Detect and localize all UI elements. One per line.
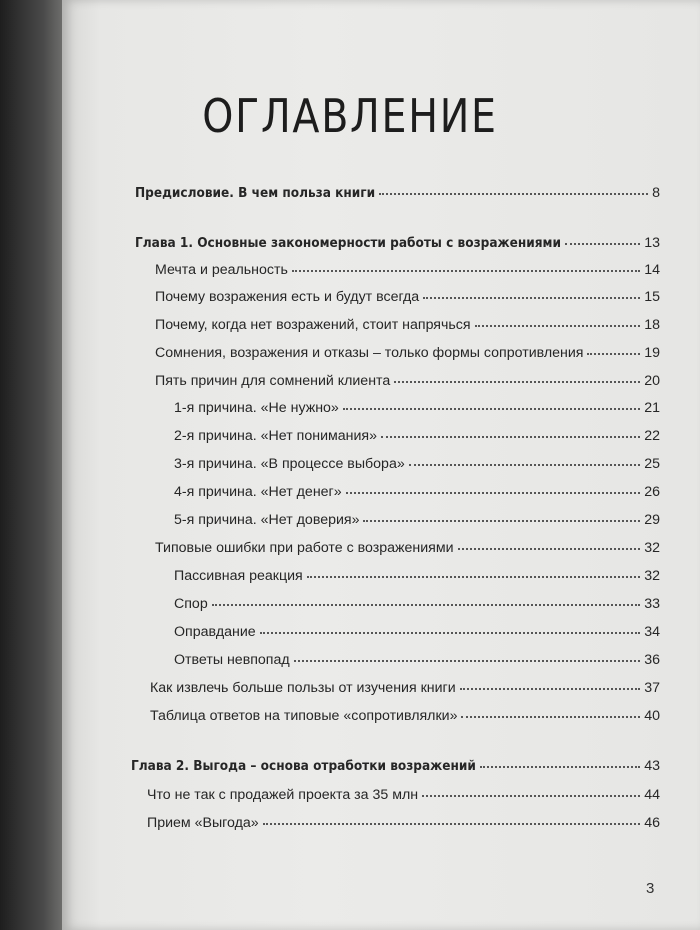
toc-entry-page: 33 xyxy=(644,596,660,612)
dot-leader xyxy=(212,600,641,606)
toc-entry-title: Оправдание xyxy=(174,624,256,640)
toc-entry-title: 3-я причина. «В процессе выбора» xyxy=(174,456,405,472)
toc-entry xyxy=(155,261,660,279)
toc-chapter-entry xyxy=(131,757,660,775)
dot-leader xyxy=(423,293,640,299)
toc-entry xyxy=(147,786,660,804)
dot-leader xyxy=(475,321,641,327)
toc-entry xyxy=(174,399,660,417)
dot-leader xyxy=(343,404,640,410)
dot-leader xyxy=(260,628,641,634)
toc-entry xyxy=(155,539,660,557)
toc-entry-title: Сомнения, возражения и отказы – только формы сопротивления xyxy=(155,345,584,361)
toc-entry-page: 19 xyxy=(644,345,660,361)
dot-leader xyxy=(294,656,641,662)
toc-entry-title: 4-я причина. «Нет денег» xyxy=(174,484,342,500)
toc-entry-title: 1-я причина. «Не нужно» xyxy=(174,400,339,416)
toc-entry xyxy=(174,623,660,641)
toc-entry xyxy=(174,483,660,501)
toc-entry-title: Ответы невпопад xyxy=(174,652,290,668)
toc-entry xyxy=(174,511,660,529)
toc-entry-page: 8 xyxy=(652,185,660,201)
toc-entry-page: 18 xyxy=(644,317,660,333)
dot-leader xyxy=(363,516,640,522)
toc-entry xyxy=(174,567,660,585)
toc-entry-title: Прием «Выгода» xyxy=(147,815,259,831)
dot-leader xyxy=(394,377,640,383)
toc-entry-page: 36 xyxy=(644,652,660,668)
dot-leader xyxy=(307,572,641,578)
toc-entry-title: Почему, когда нет возражений, стоит напрячься xyxy=(155,317,471,333)
toc-entry-title: Глава 1. Основные закономерности работы с возражениями xyxy=(135,235,561,251)
toc-entry-page: 20 xyxy=(644,373,660,389)
toc-entry-title: Спор xyxy=(174,596,208,612)
toc-entry xyxy=(155,344,660,362)
toc-entry xyxy=(155,316,660,334)
dot-leader xyxy=(346,488,641,494)
toc-entry-title: Предисловие. В чем польза книги xyxy=(135,185,376,201)
dot-leader xyxy=(458,544,641,550)
page-title: ОГЛАВЛЕНИЕ xyxy=(202,88,498,143)
toc-entry-title: Глава 2. Выгода – основа отработки возражений xyxy=(131,758,476,774)
dot-leader xyxy=(292,266,640,272)
toc-entry-title: Пять причин для сомнений клиента xyxy=(155,373,391,389)
toc-entry xyxy=(174,651,660,669)
dot-leader xyxy=(565,239,640,245)
toc-entry xyxy=(150,679,660,697)
toc-entry xyxy=(174,595,660,613)
dot-leader xyxy=(480,762,640,768)
toc-entry-page: 26 xyxy=(644,484,660,500)
dot-leader xyxy=(460,684,641,690)
toc-entry-page: 13 xyxy=(644,235,660,251)
dot-leader xyxy=(379,189,648,195)
toc-entry-title: Мечта и реальность xyxy=(155,262,288,278)
toc-entry-title: Таблица ответов на типовые «сопротивлялки» xyxy=(150,708,458,724)
dot-leader xyxy=(587,349,640,355)
toc-entry-page: 32 xyxy=(644,540,660,556)
dot-leader xyxy=(461,712,640,718)
toc-chapter-entry xyxy=(135,234,660,252)
toc-entry-page: 15 xyxy=(644,289,660,305)
toc-chapter-entry xyxy=(135,184,660,202)
dot-leader xyxy=(422,791,640,797)
toc-entry xyxy=(155,288,660,306)
toc-entry-page: 40 xyxy=(644,708,660,724)
toc-entry-page: 32 xyxy=(644,568,660,584)
toc-entry xyxy=(155,372,660,390)
toc-entry-page: 25 xyxy=(644,456,660,472)
dot-leader xyxy=(263,819,641,825)
toc-entry-page: 44 xyxy=(644,787,660,803)
toc-entry xyxy=(174,455,660,473)
page-number: 3 xyxy=(646,880,655,897)
toc-entry-title: 2-я причина. «Нет понимания» xyxy=(174,428,377,444)
toc-entry-page: 46 xyxy=(644,815,660,831)
toc-entry-page: 43 xyxy=(644,758,660,774)
toc-entry-title: 5-я причина. «Нет доверия» xyxy=(174,512,360,528)
toc-entry-page: 29 xyxy=(644,512,660,528)
toc-entry-page: 14 xyxy=(644,262,660,278)
dot-leader xyxy=(381,432,640,438)
toc-entry-title: Пассивная реакция xyxy=(174,568,303,584)
toc-entry-page: 34 xyxy=(644,624,660,640)
toc-entry-title: Что не так с продажей проекта за 35 млн xyxy=(147,787,419,803)
toc-entry xyxy=(147,814,660,832)
toc-entry xyxy=(174,427,660,445)
toc-entry-title: Типовые ошибки при работе с возражениями xyxy=(155,540,454,556)
dot-leader xyxy=(409,460,640,466)
toc-entry-title: Почему возражения есть и будут всегда xyxy=(155,289,420,305)
toc-entry-page: 37 xyxy=(644,680,660,696)
toc-entry-page: 22 xyxy=(644,428,660,444)
toc-entry-title: Как извлечь больше пользы от изучения книги xyxy=(150,680,456,696)
toc-entry-page: 21 xyxy=(644,400,660,416)
toc-entry xyxy=(150,707,660,725)
